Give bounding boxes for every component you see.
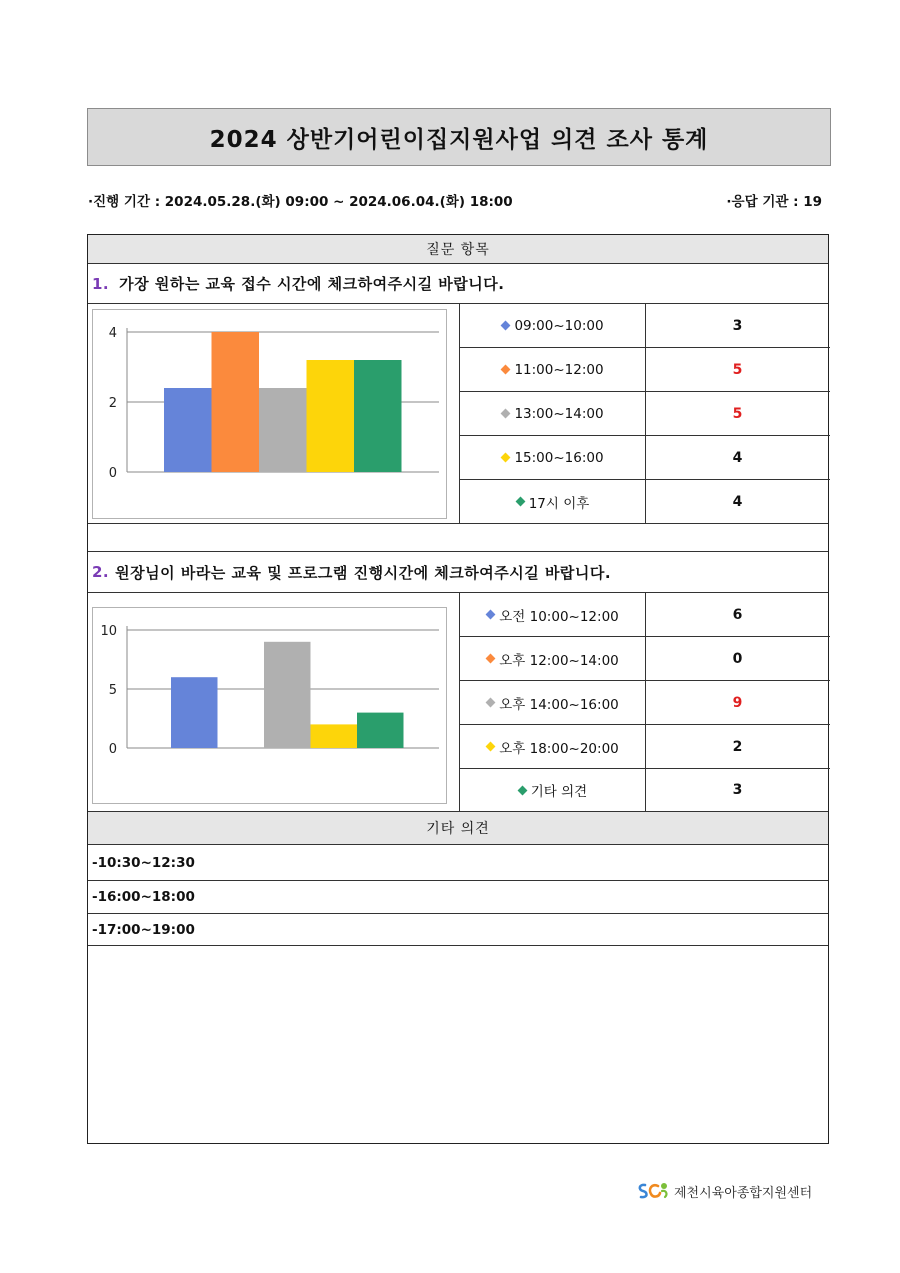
- survey-table: [87, 234, 829, 1144]
- y-tick-label: 5: [108, 683, 117, 698]
- diamond-bullet-icon: [486, 654, 496, 664]
- q1-option-4-count: 4: [732, 449, 743, 466]
- q1-option-2-count: 5: [732, 361, 743, 378]
- chart2-bar-5: [357, 713, 404, 748]
- page-title: 2024 상반기어린이집지원사업 의견 조사 통계: [87, 108, 831, 166]
- q1-option-3-label: 13:00~14:00: [514, 405, 604, 422]
- q1-option-3: [460, 392, 646, 435]
- footer: [636, 1180, 812, 1202]
- chart1-bar-4: [307, 360, 355, 472]
- question-1-chart-frame: [92, 309, 447, 519]
- q2-option-3-label: 오후 14:00~16:00: [499, 696, 619, 713]
- chart1-bar-1: [164, 388, 212, 472]
- q1-option-5-label: 17시 이후: [528, 495, 590, 512]
- y-tick-label: 0: [108, 742, 117, 757]
- diamond-bullet-icon: [501, 453, 511, 463]
- question-1-chart: [93, 310, 446, 518]
- q1-option-1-label: 09:00~10:00: [514, 317, 604, 334]
- q1-option-4: [460, 436, 646, 479]
- y-tick-label: 0: [108, 466, 117, 481]
- diamond-bullet-icon: [501, 321, 511, 331]
- diamond-bullet-icon: [486, 610, 496, 620]
- question-1-text: 가장 원하는 교육 접수 시간에 체크하여주시길 바랍니다.: [119, 275, 505, 293]
- q2-option-5-count: 3: [732, 782, 743, 798]
- q2-option-2-label: 오후 12:00~14:00: [499, 652, 619, 669]
- q1-option-5-count: 4: [732, 493, 743, 510]
- diamond-bullet-icon: [517, 785, 527, 795]
- diamond-bullet-icon: [486, 742, 496, 752]
- q1-option-2: [460, 348, 646, 391]
- q2-option-1-label: 오전 10:00~12:00: [499, 608, 619, 625]
- question-2-chart-frame: [92, 607, 447, 804]
- diamond-bullet-icon: [486, 698, 496, 708]
- q1-option-4-label: 15:00~16:00: [514, 449, 604, 466]
- chart2-bar-3: [264, 642, 311, 748]
- chart1-bar-2: [212, 332, 260, 472]
- y-tick-label: 2: [108, 396, 117, 411]
- other-opinion-item: -10:30~12:30: [92, 854, 195, 871]
- chart1-bar-3: [259, 388, 307, 472]
- q2-option-5: [460, 769, 646, 811]
- respondent-count: ·응답 기관 : 19: [726, 194, 822, 210]
- q2-option-2: [460, 637, 646, 680]
- other-opinions-header: 기타 의견: [88, 812, 828, 844]
- diamond-bullet-icon: [501, 365, 511, 375]
- q1-option-3-count: 5: [732, 405, 743, 422]
- q2-option-2-count: 0: [732, 650, 743, 667]
- question-2-number: 2.: [92, 563, 110, 581]
- question-1-number: 1.: [92, 274, 110, 293]
- q2-option-4-label: 오후 18:00~20:00: [499, 740, 619, 757]
- q2-option-1: [460, 593, 646, 636]
- center-logo-icon: [636, 1180, 670, 1202]
- other-opinion-item: -17:00~19:00: [92, 921, 195, 938]
- q1-option-1-count: 3: [732, 317, 743, 334]
- question-1: [88, 264, 828, 303]
- q1-option-2-label: 11:00~12:00: [514, 361, 604, 378]
- q2-option-5-label: 기타 의견: [530, 784, 588, 800]
- chart2-bar-1: [171, 677, 218, 748]
- question-2: [88, 552, 828, 592]
- q2-option-3-count: 9: [732, 694, 743, 711]
- q2-option-3: [460, 681, 646, 724]
- y-tick-label: 4: [108, 326, 117, 341]
- y-tick-label: 10: [100, 624, 117, 639]
- survey-period: ·진행 기간 : 2024.05.28.(화) 09:00 ~ 2024.06.04.(화) 18:00: [88, 194, 513, 210]
- diamond-bullet-icon: [515, 497, 525, 507]
- question-2-chart: [93, 608, 446, 803]
- q2-option-1-count: 6: [732, 606, 743, 623]
- q2-option-4-count: 2: [732, 738, 743, 755]
- chart2-bar-4: [311, 724, 358, 748]
- question-2-text: 원장님이 바라는 교육 및 프로그램 진행시간에 체크하여주시길 바랍니다.: [115, 563, 612, 582]
- diamond-bullet-icon: [501, 409, 511, 419]
- other-opinion-item: -16:00~18:00: [92, 889, 195, 905]
- table-header: 질문 항목: [88, 235, 828, 263]
- q1-option-5: [460, 480, 646, 523]
- footer-org-name: 제천시육아종합지원센터: [674, 1185, 813, 1201]
- q2-option-4: [460, 725, 646, 768]
- q1-option-1: [460, 304, 646, 347]
- chart1-bar-5: [354, 360, 402, 472]
